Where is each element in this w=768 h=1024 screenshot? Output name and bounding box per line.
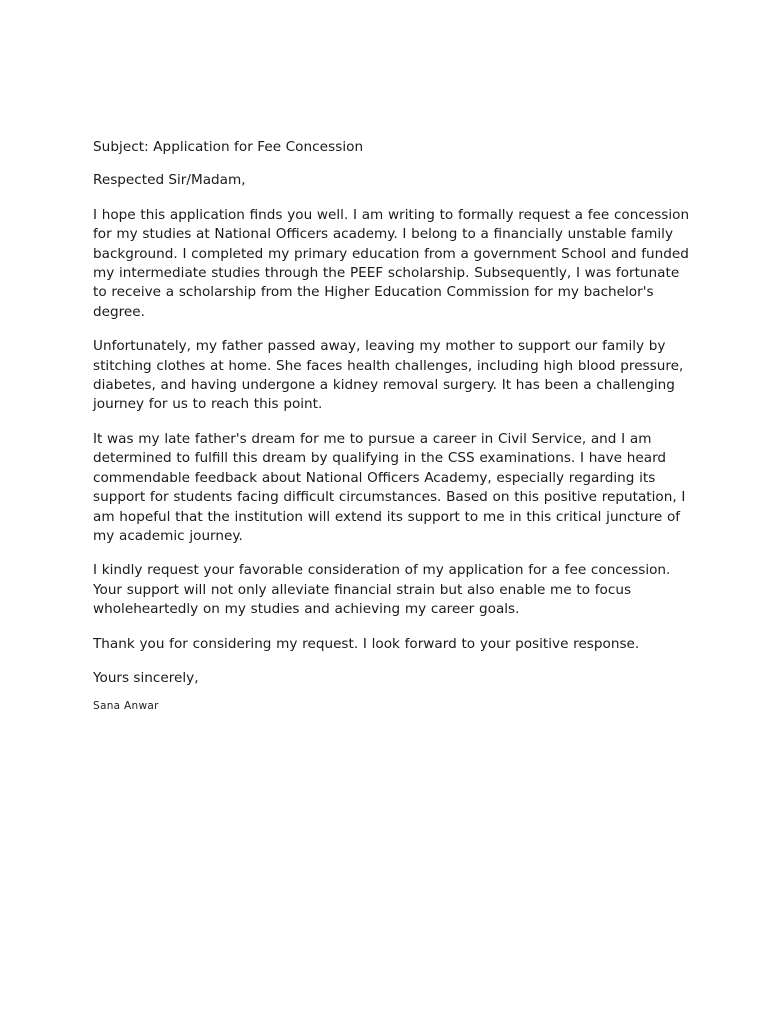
paragraph-thanks: Thank you for considering my request. I look forward to your positive response. bbox=[93, 635, 640, 652]
signature-name: Sana Anwar bbox=[93, 700, 159, 713]
paragraph-intro: I hope this application finds you well. I am writing to formally request a fee concession for my studies at National Officers academy. I belong to a financially unstable family background. I completed my primary education from a government School and funded my intermediate studies through the PEEF scholarship. Subsequently, I was fortunate to receive a scholarship from the Higher Education Commission for my bachelor's degree. bbox=[93, 206, 690, 320]
letter-body bbox=[93, 138, 693, 714]
salutation: Respected Sir/Madam, bbox=[93, 172, 246, 189]
paragraph-family: Unfortunately, my father passed away, leaving my mother to support our family by stitching clothes at home. She faces health challenges, including high blood pressure, diabetes, and having undergone a kidney removal surgery. It has been a challenging journey for us to reach this point. bbox=[93, 338, 684, 413]
closing-line: Yours sincerely, bbox=[93, 669, 199, 686]
subject-line: Subject: Application for Fee Concession bbox=[93, 139, 364, 155]
paragraph-request: I kindly request your favorable consideration of my application for a fee concession. Your support will not only alleviate financial strain but also enable me to focus wholeheartedly on my studies and achieving my career goals. bbox=[93, 562, 671, 618]
paragraph-aspiration: It was my late father's dream for me to pursue a career in Civil Service, and I am determined to fulfill this dream by qualifying in the CSS examinations. I have heard commendable feedback about National Officers Academy, especially regarding its support for students facing difficult circumstances. Based on this positive reputation, I am hopeful that the institution will extend its support to me in this critical juncture of my academic journey. bbox=[93, 430, 686, 544]
